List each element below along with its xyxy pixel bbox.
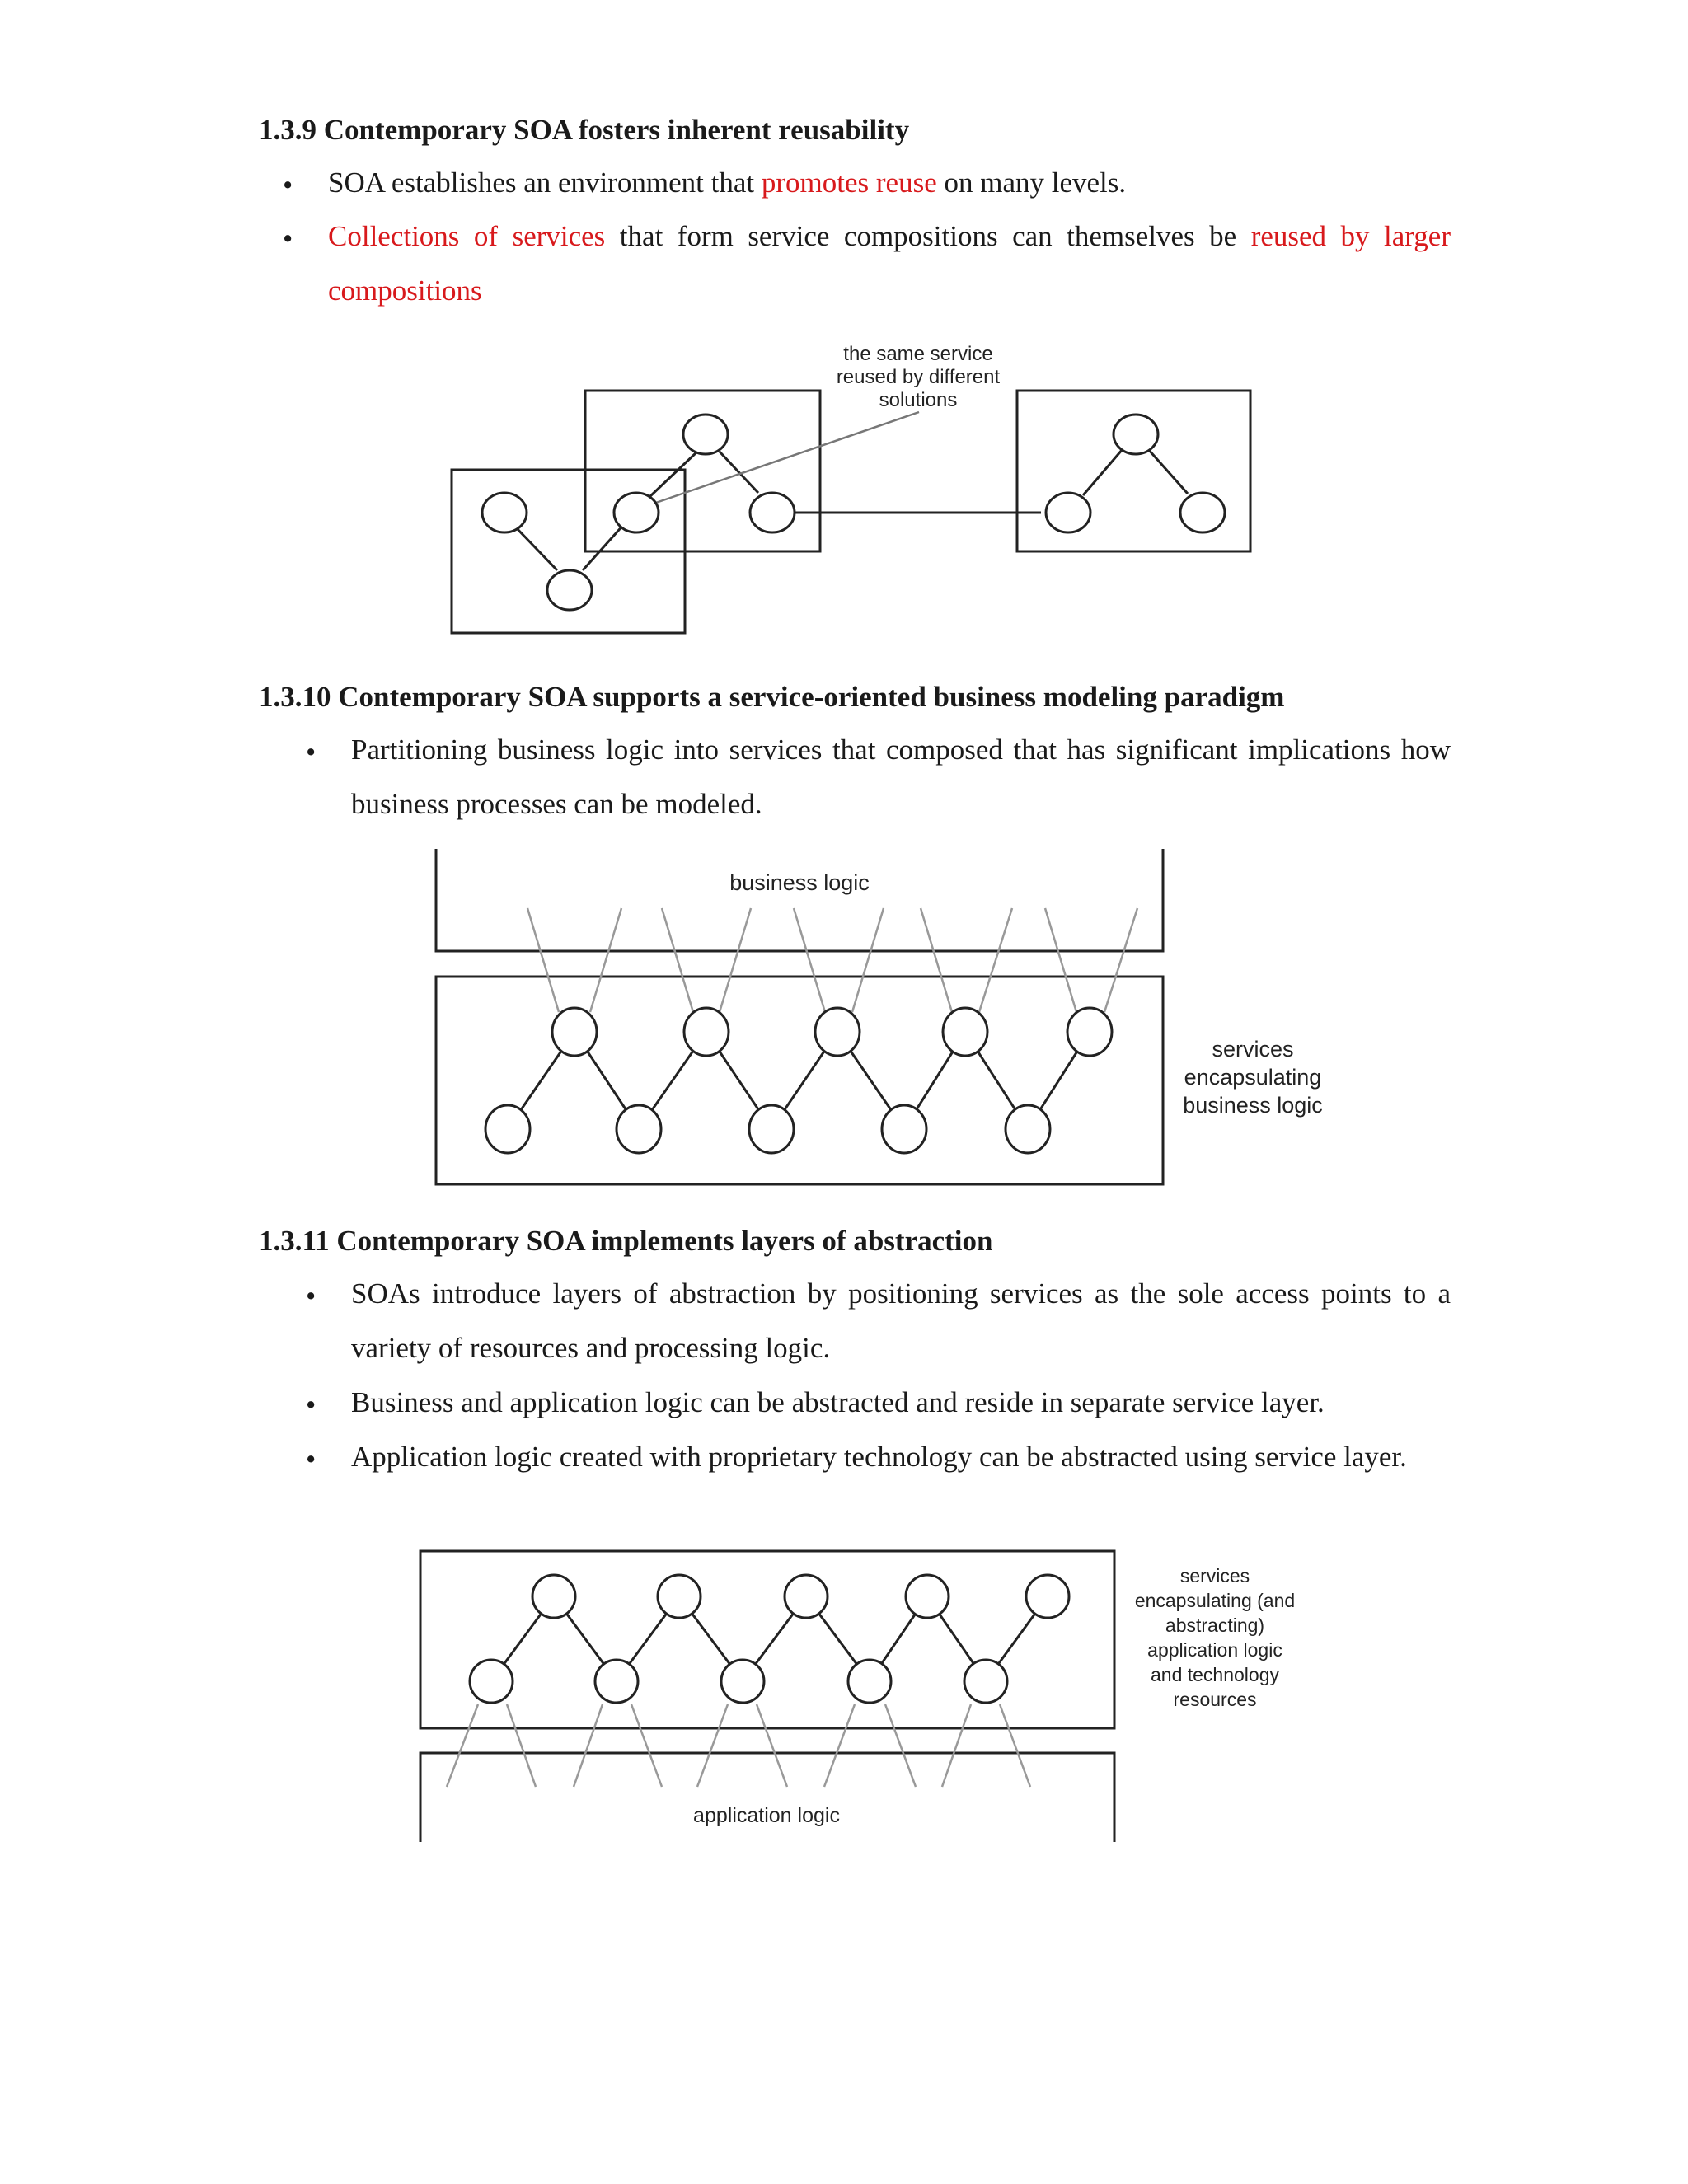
service-node xyxy=(485,1105,530,1153)
figure-reuse-diagram xyxy=(452,391,1250,633)
text-run: that form service compositions can themselves be xyxy=(605,220,1251,252)
service-node xyxy=(684,1008,729,1056)
mapping-lines xyxy=(528,908,1137,1012)
service-node xyxy=(470,1660,513,1703)
edge xyxy=(720,452,758,493)
services-layer xyxy=(436,977,1163,1184)
fig2-side-label-line: services xyxy=(1212,1037,1294,1062)
service-node xyxy=(1180,493,1225,532)
service-node-shared xyxy=(614,493,659,532)
service-node xyxy=(815,1008,860,1056)
fig3-side-label-line: encapsulating (and xyxy=(1134,1590,1296,1611)
service-node xyxy=(943,1008,987,1056)
bullet-icon: • xyxy=(306,1280,316,1312)
service-node xyxy=(532,1575,575,1618)
service-node xyxy=(785,1575,828,1618)
bullet-business-application-logic: Business and application logic can be abstracted and reside in separate service layer. xyxy=(351,1386,1325,1418)
service-node xyxy=(1114,415,1158,454)
service-node xyxy=(882,1105,926,1153)
service-node xyxy=(721,1660,764,1703)
section-heading-1-3-11: 1.3.11 Contemporary SOA implements layers of abstraction xyxy=(259,1225,993,1257)
bullet-proprietary-technology: Application logic created with proprietary technology can be abstracted using service layer. xyxy=(351,1441,1407,1473)
service-node xyxy=(1026,1575,1069,1618)
fig3-side-label-line: abstracting) xyxy=(1165,1615,1265,1636)
text-run: SOA establishes an environment that xyxy=(328,166,762,199)
mapping-lines xyxy=(447,1704,1030,1787)
service-node xyxy=(848,1660,891,1703)
bullet-partitioning-business-logic: Partitioning business logic into services that composed that has significant implications how business processes can be modeled. xyxy=(351,733,1451,820)
fig2-side-label-line: business logic xyxy=(1183,1093,1323,1118)
edge xyxy=(1148,449,1188,494)
fig3-application-logic-label: application logic xyxy=(693,1804,840,1827)
service-node xyxy=(547,570,592,610)
figure-business-modeling-diagram xyxy=(436,849,1163,1184)
edge xyxy=(515,527,557,570)
fig2-business-logic-label: business logic xyxy=(729,870,870,895)
fig2-side-label-line: encapsulating xyxy=(1184,1065,1322,1090)
service-node xyxy=(964,1660,1007,1703)
service-node xyxy=(658,1575,701,1618)
bullet-icon: • xyxy=(283,223,293,255)
section-heading-1-3-10: 1.3.10 Contemporary SOA supports a service-oriented business modeling paradigm xyxy=(259,681,1285,713)
highlight-promotes-reuse: promotes reuse xyxy=(761,166,937,199)
service-node xyxy=(595,1660,638,1703)
bullet-icon: • xyxy=(283,169,293,201)
bullet-icon: • xyxy=(306,1443,316,1475)
fig1-label-line: reused by different xyxy=(836,366,1001,388)
service-node xyxy=(749,1105,794,1153)
fig3-side-label-line: application logic xyxy=(1147,1639,1282,1661)
service-node xyxy=(617,1105,661,1153)
service-node xyxy=(683,415,728,454)
service-node xyxy=(1046,493,1090,532)
fig3-side-label-line: resources xyxy=(1173,1689,1257,1710)
highlight-reused-by-larger: reused by larger compositions xyxy=(328,220,1451,307)
services-layer xyxy=(420,1551,1114,1728)
application-logic-layer xyxy=(420,1753,1114,1842)
figure-abstraction-layers-diagram xyxy=(420,1551,1114,1842)
fig1-label-line: the same service xyxy=(843,343,993,365)
service-edges xyxy=(508,1032,1090,1129)
edge xyxy=(1083,449,1123,495)
bullet-icon: • xyxy=(306,1389,316,1421)
service-edges xyxy=(491,1596,1048,1681)
service-node xyxy=(906,1575,949,1618)
service-node xyxy=(482,493,527,532)
edge xyxy=(583,523,625,570)
fig3-side-label-line: services xyxy=(1179,1565,1250,1586)
highlight-collections: Collections of services xyxy=(328,220,606,252)
bullet-layers-of-abstraction: SOAs introduce layers of abstraction by positioning services as the sole access points to a variety of resources and processing logic. xyxy=(351,1277,1451,1364)
service-node xyxy=(552,1008,597,1056)
service-node xyxy=(750,493,795,532)
service-node xyxy=(1067,1008,1112,1056)
fig1-label-line: solutions xyxy=(879,389,958,411)
section-heading-1-3-9: 1.3.9 Contemporary SOA fosters inherent reusability xyxy=(259,114,910,146)
bullet-icon: • xyxy=(306,736,316,768)
text-run: on many levels. xyxy=(936,166,1127,199)
fig3-side-label-line: and technology xyxy=(1150,1664,1280,1685)
service-node xyxy=(1006,1105,1050,1153)
